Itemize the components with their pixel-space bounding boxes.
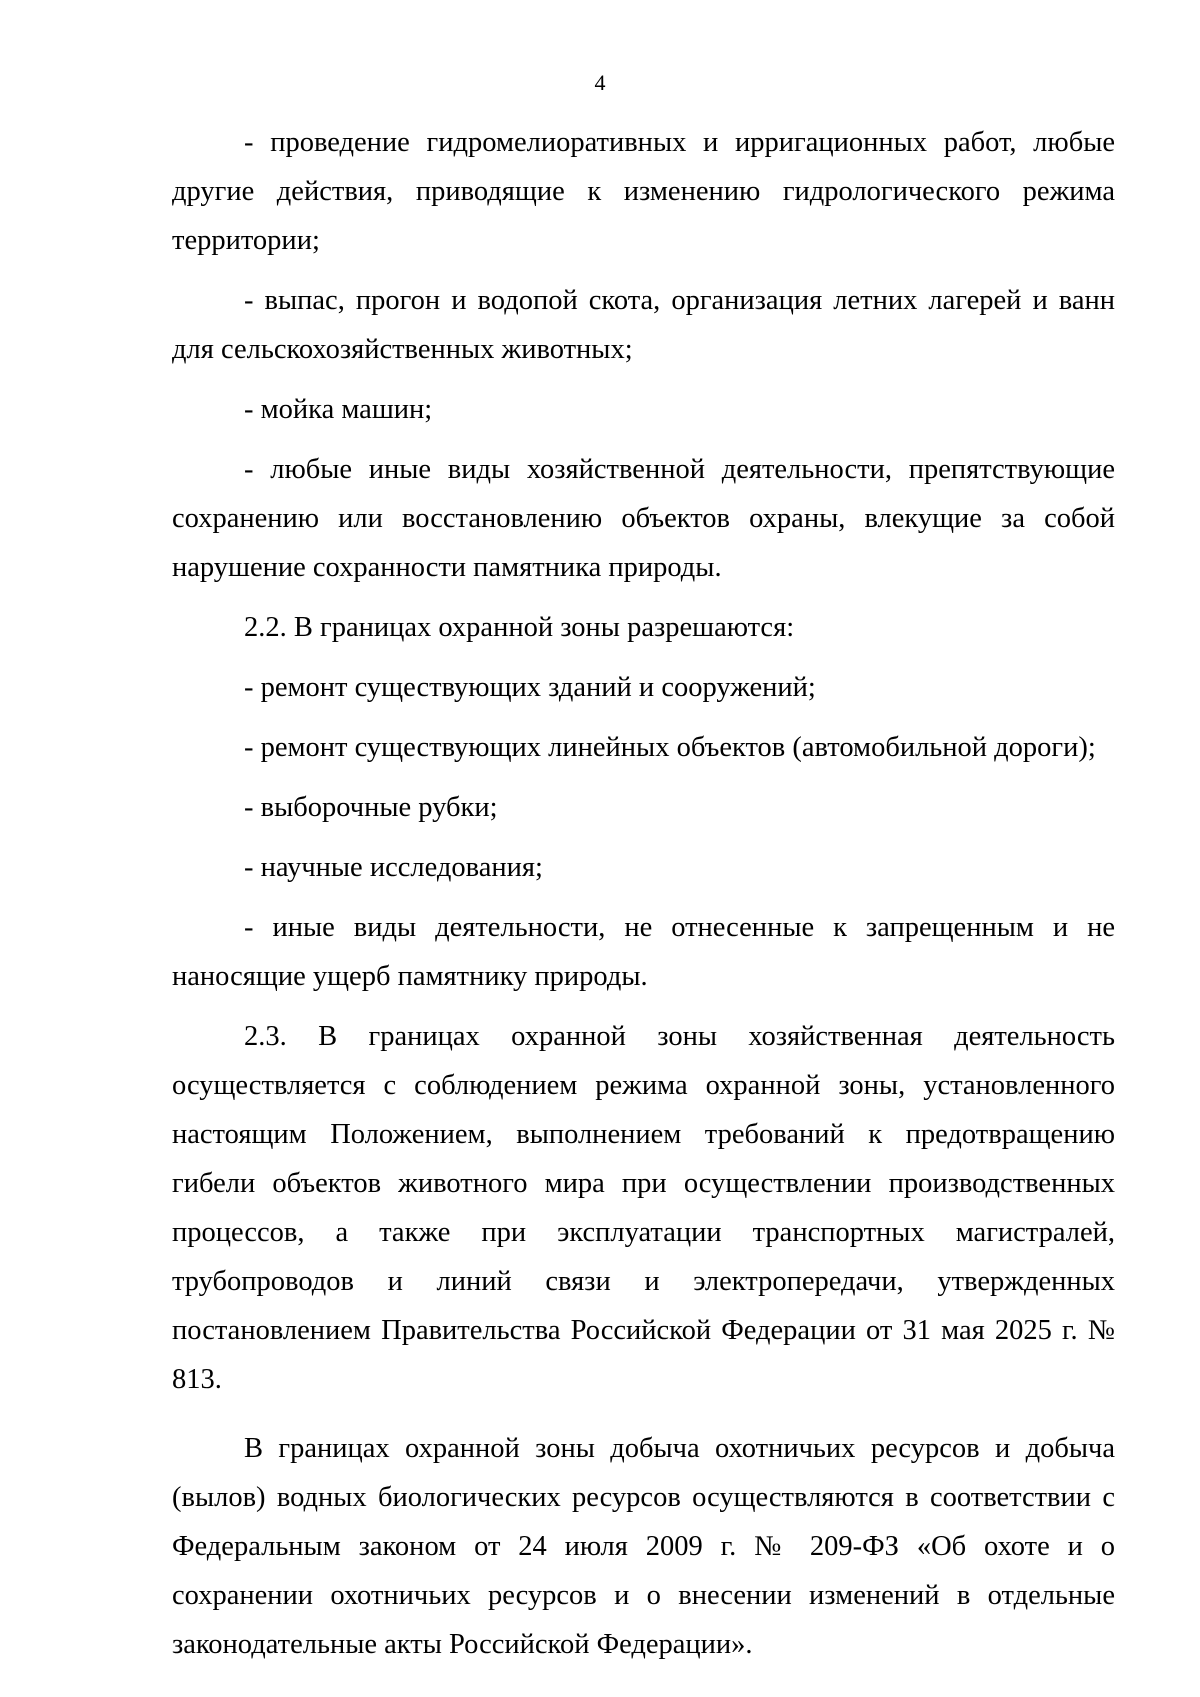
- paragraph-prohibited-grazing: - выпас, прогон и водопой скота, организация летних лагерей и ванн для сельскохозяйственных животных;: [172, 285, 1115, 365]
- paragraph-allowed-selective-logging: - выборочные рубки;: [244, 792, 498, 823]
- page-number: 4: [594, 70, 606, 95]
- paragraph-hunting-fishing: В границах охранной зоны добыча охотничьих ресурсов и добыча (вылов) водных биологических ресурсов осуществляются в соответствии с Федеральным законом от 24 июля 2009 г. № 209-ФЗ «Об охоте и о сохранении охотничьих ресурсов и о внесении изменений в отдельные законодательные акты Российской Федерации».: [172, 1433, 1115, 1660]
- paragraph-allowed-linear-objects-repair: - ремонт существующих линейных объектов (автомобильной дороги);: [244, 732, 1096, 763]
- paragraph-prohibited-car-washing: - мойка машин;: [244, 394, 433, 425]
- paragraph-allowed-other-activities: - иные виды деятельности, не отнесенные к запрещенным и не наносящие ущерб памятнику природы.: [172, 912, 1115, 992]
- paragraph-prohibited-other-activities: - любые иные виды хозяйственной деятельности, препятствующие сохранению или восстановлению объектов охраны, влекущие за собой нарушение сохранности памятника природы.: [172, 454, 1115, 583]
- paragraph-allowed-research: - научные исследования;: [244, 852, 543, 883]
- document-body: [172, 118, 1115, 1669]
- paragraph-section-2-2: 2.2. В границах охранной зоны разрешаются:: [244, 612, 795, 643]
- paragraph-allowed-building-repair: - ремонт существующих зданий и сооружений;: [244, 672, 816, 703]
- paragraph-prohibited-hydromelioration: - проведение гидромелиоративных и ирригационных работ, любые другие действия, приводящие к изменению гидрологического режима территории;: [172, 127, 1115, 256]
- paragraph-section-2-3: 2.3. В границах охранной зоны хозяйственная деятельность осуществляется с соблюдением режима охранной зоны, установленного настоящим Положением, выполнением требований к предотвращению гибели объектов животного мира при осуществлении производственных процессов, а также при эксплуатации транспортных магистралей, трубопроводов и линий связи и электропередачи, утвержденных постановлением Правительства Российской Федерации от 31 мая 2025 г. № 813.: [172, 1021, 1115, 1395]
